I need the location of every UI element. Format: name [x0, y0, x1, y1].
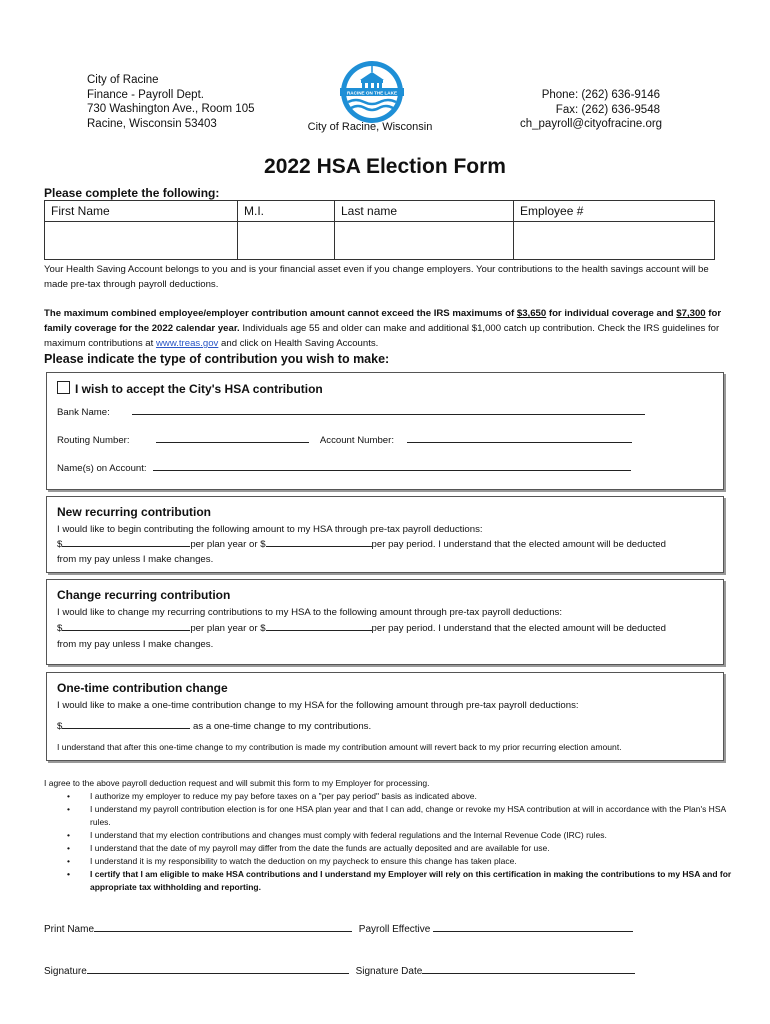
account-names-label: Name(s) on Account: — [57, 463, 147, 474]
hsa-intro-paragraph: Your Health Saving Account belongs to you and is your financial asset even if you change employers. Your contributions to the health savings account will be made pre-tax through payroll deductions. — [44, 264, 709, 290]
one-time-amount-field[interactable] — [62, 719, 190, 729]
family-max: $7,300 — [676, 308, 706, 319]
list-item: • I certify that I am eligible to make HSA contributions and I understand my Employer will rely on this certification in making the contributions to my HSA and for appropriate tax withholding and reporting. — [72, 868, 732, 894]
employee-number-header: Employee # — [514, 201, 715, 222]
account-names-field[interactable] — [153, 461, 631, 471]
per-pay-text: per pay period. I understand that the elected amount will be deducted — [371, 623, 666, 634]
per-year-text: per plan year or $ — [190, 539, 266, 550]
address-line: Racine, Wisconsin 53403 — [87, 117, 217, 130]
mi-field[interactable] — [238, 222, 335, 260]
address-line: 730 Washington Ave., Room 105 — [87, 103, 255, 115]
last-name-field[interactable] — [335, 222, 514, 260]
per-year-text: per plan year or $ — [190, 623, 266, 634]
list-item: • I understand it is my responsibility to watch the deduction on my paycheck to ensure this change has taken place. — [72, 855, 732, 868]
bank-name-label: Bank Name: — [57, 407, 110, 418]
first-name-field[interactable] — [45, 222, 238, 260]
mi-header: M.I. — [238, 201, 335, 222]
change-recurring-text: I would like to change my recurring contributions to my HSA to the following amount through pre-tax payroll deductions: — [57, 607, 563, 618]
address-line: City of Racine — [87, 74, 159, 86]
signature-label: Signature — [44, 966, 87, 977]
per-pay-text: per pay period. I understand that the elected amount will be deducted — [371, 539, 666, 550]
one-time-note: I understand that after this one-time change to my contribution is made my contribution amount will revert back to my prior recurring election amount. — [57, 742, 622, 752]
new-recurring-section — [46, 496, 724, 573]
change-recurring-footer: from my pay unless I make changes. — [57, 639, 214, 650]
irs-max-paragraph — [44, 306, 724, 351]
irs-text: and click on Health Saving Accounts. — [218, 338, 379, 349]
signature-field[interactable] — [87, 964, 349, 974]
one-time-section — [46, 672, 724, 761]
last-name-header: Last name — [335, 201, 514, 222]
new-recurring-footer: from my pay unless I make changes. — [57, 554, 214, 565]
city-logo — [332, 58, 412, 124]
signature-date-label: Signature Date — [355, 966, 423, 977]
dollar-sign: $ — [57, 721, 63, 732]
account-number-field[interactable] — [407, 433, 632, 443]
change-recurring-title: Change recurring contribution — [57, 588, 231, 602]
agreement-text: I agree to the above payroll deduction request and will submit this form to my Employer for processing. — [44, 778, 430, 788]
one-time-title: One-time contribution change — [57, 681, 228, 695]
accept-contribution-section — [46, 372, 724, 490]
signature-date-field[interactable] — [422, 964, 635, 974]
print-name-label: Print Name — [44, 924, 95, 935]
accept-checkbox[interactable] — [57, 381, 70, 394]
bank-name-field[interactable] — [132, 405, 645, 415]
plan-year-amount-field[interactable] — [62, 621, 190, 631]
logo-banner-text: RACINE ON THE LAKE — [346, 90, 398, 96]
one-time-suffix: as a one-time change to my contributions. — [193, 721, 372, 732]
list-item: • I understand that my election contributions and changes must comply with federal regulations and the Internal Revenue Code (IRC) rules. — [72, 829, 732, 842]
email-line: ch_payroll@cityofracine.org — [520, 118, 663, 130]
irs-text: Individuals age 55 and older can make and additional $1,000 catch up contribution. Check the IRS guidelines for maximum contributions at — [44, 323, 720, 349]
list-item: • I understand my payroll contribution election is for one HSA plan year and that I can add, change or revoke my HSA contribution at will in accordance with the Plan's HSA rules. — [72, 803, 732, 829]
agreement-list — [72, 790, 732, 894]
account-number-label: Account Number: — [319, 435, 394, 446]
contribution-type-heading: Please indicate the type of contribution you wish to make: — [44, 352, 390, 366]
irs-text: The maximum combined employee/employer contribution amount cannot exceed the IRS maximums of — [44, 308, 517, 319]
sender-address — [87, 73, 255, 131]
new-recurring-title: New recurring contribution — [57, 505, 212, 519]
list-item: • I authorize my employer to reduce my pay before taxes on a "per pay period" basis as indicated above. — [72, 790, 732, 803]
address-line: Finance - Payroll Dept. — [87, 88, 204, 101]
list-item: • I understand that the date of my payroll may differ from the date the funds are actually deposited and are available for use. — [72, 842, 732, 855]
treas-link[interactable]: www.treas.gov — [155, 338, 219, 349]
new-recurring-text: I would like to begin contributing the following amount to my HSA through pre-tax payroll deductions: — [57, 524, 483, 535]
routing-number-field[interactable] — [156, 433, 309, 443]
individual-max: $3,650 — [516, 308, 547, 319]
accept-title: I wish to accept the City's HSA contribution — [75, 382, 323, 396]
irs-text: for individual coverage and — [546, 308, 677, 319]
pay-period-amount-field[interactable] — [266, 537, 372, 547]
payroll-effective-label: Payroll Effective — [358, 924, 431, 935]
employee-info-table — [44, 200, 715, 260]
print-name-field[interactable] — [94, 922, 352, 932]
form-title: 2022 HSA Election Form — [264, 155, 506, 178]
plan-year-amount-field[interactable] — [62, 537, 190, 547]
phone-line: Phone: (262) 636-9146 — [541, 89, 660, 101]
payroll-effective-field[interactable] — [433, 922, 633, 932]
logo-caption: City of Racine, Wisconsin — [307, 121, 433, 133]
pay-period-amount-field[interactable] — [266, 621, 372, 631]
fax-line: Fax: (262) 636-9548 — [555, 103, 660, 116]
dollar-sign: $ — [57, 623, 63, 634]
change-recurring-section — [46, 579, 724, 665]
dollar-sign: $ — [57, 539, 63, 550]
first-name-header: First Name — [45, 201, 238, 222]
routing-number-label: Routing Number: — [57, 435, 130, 446]
irs-text: for family coverage for the 2022 calendar year. — [44, 308, 722, 334]
employee-number-field[interactable] — [514, 222, 715, 260]
section-heading: Please complete the following: — [44, 186, 220, 200]
one-time-text: I would like to make a one-time contribution change to my HSA for the following amount through pre-tax payroll deductions: — [57, 700, 579, 711]
contact-info — [520, 88, 663, 132]
